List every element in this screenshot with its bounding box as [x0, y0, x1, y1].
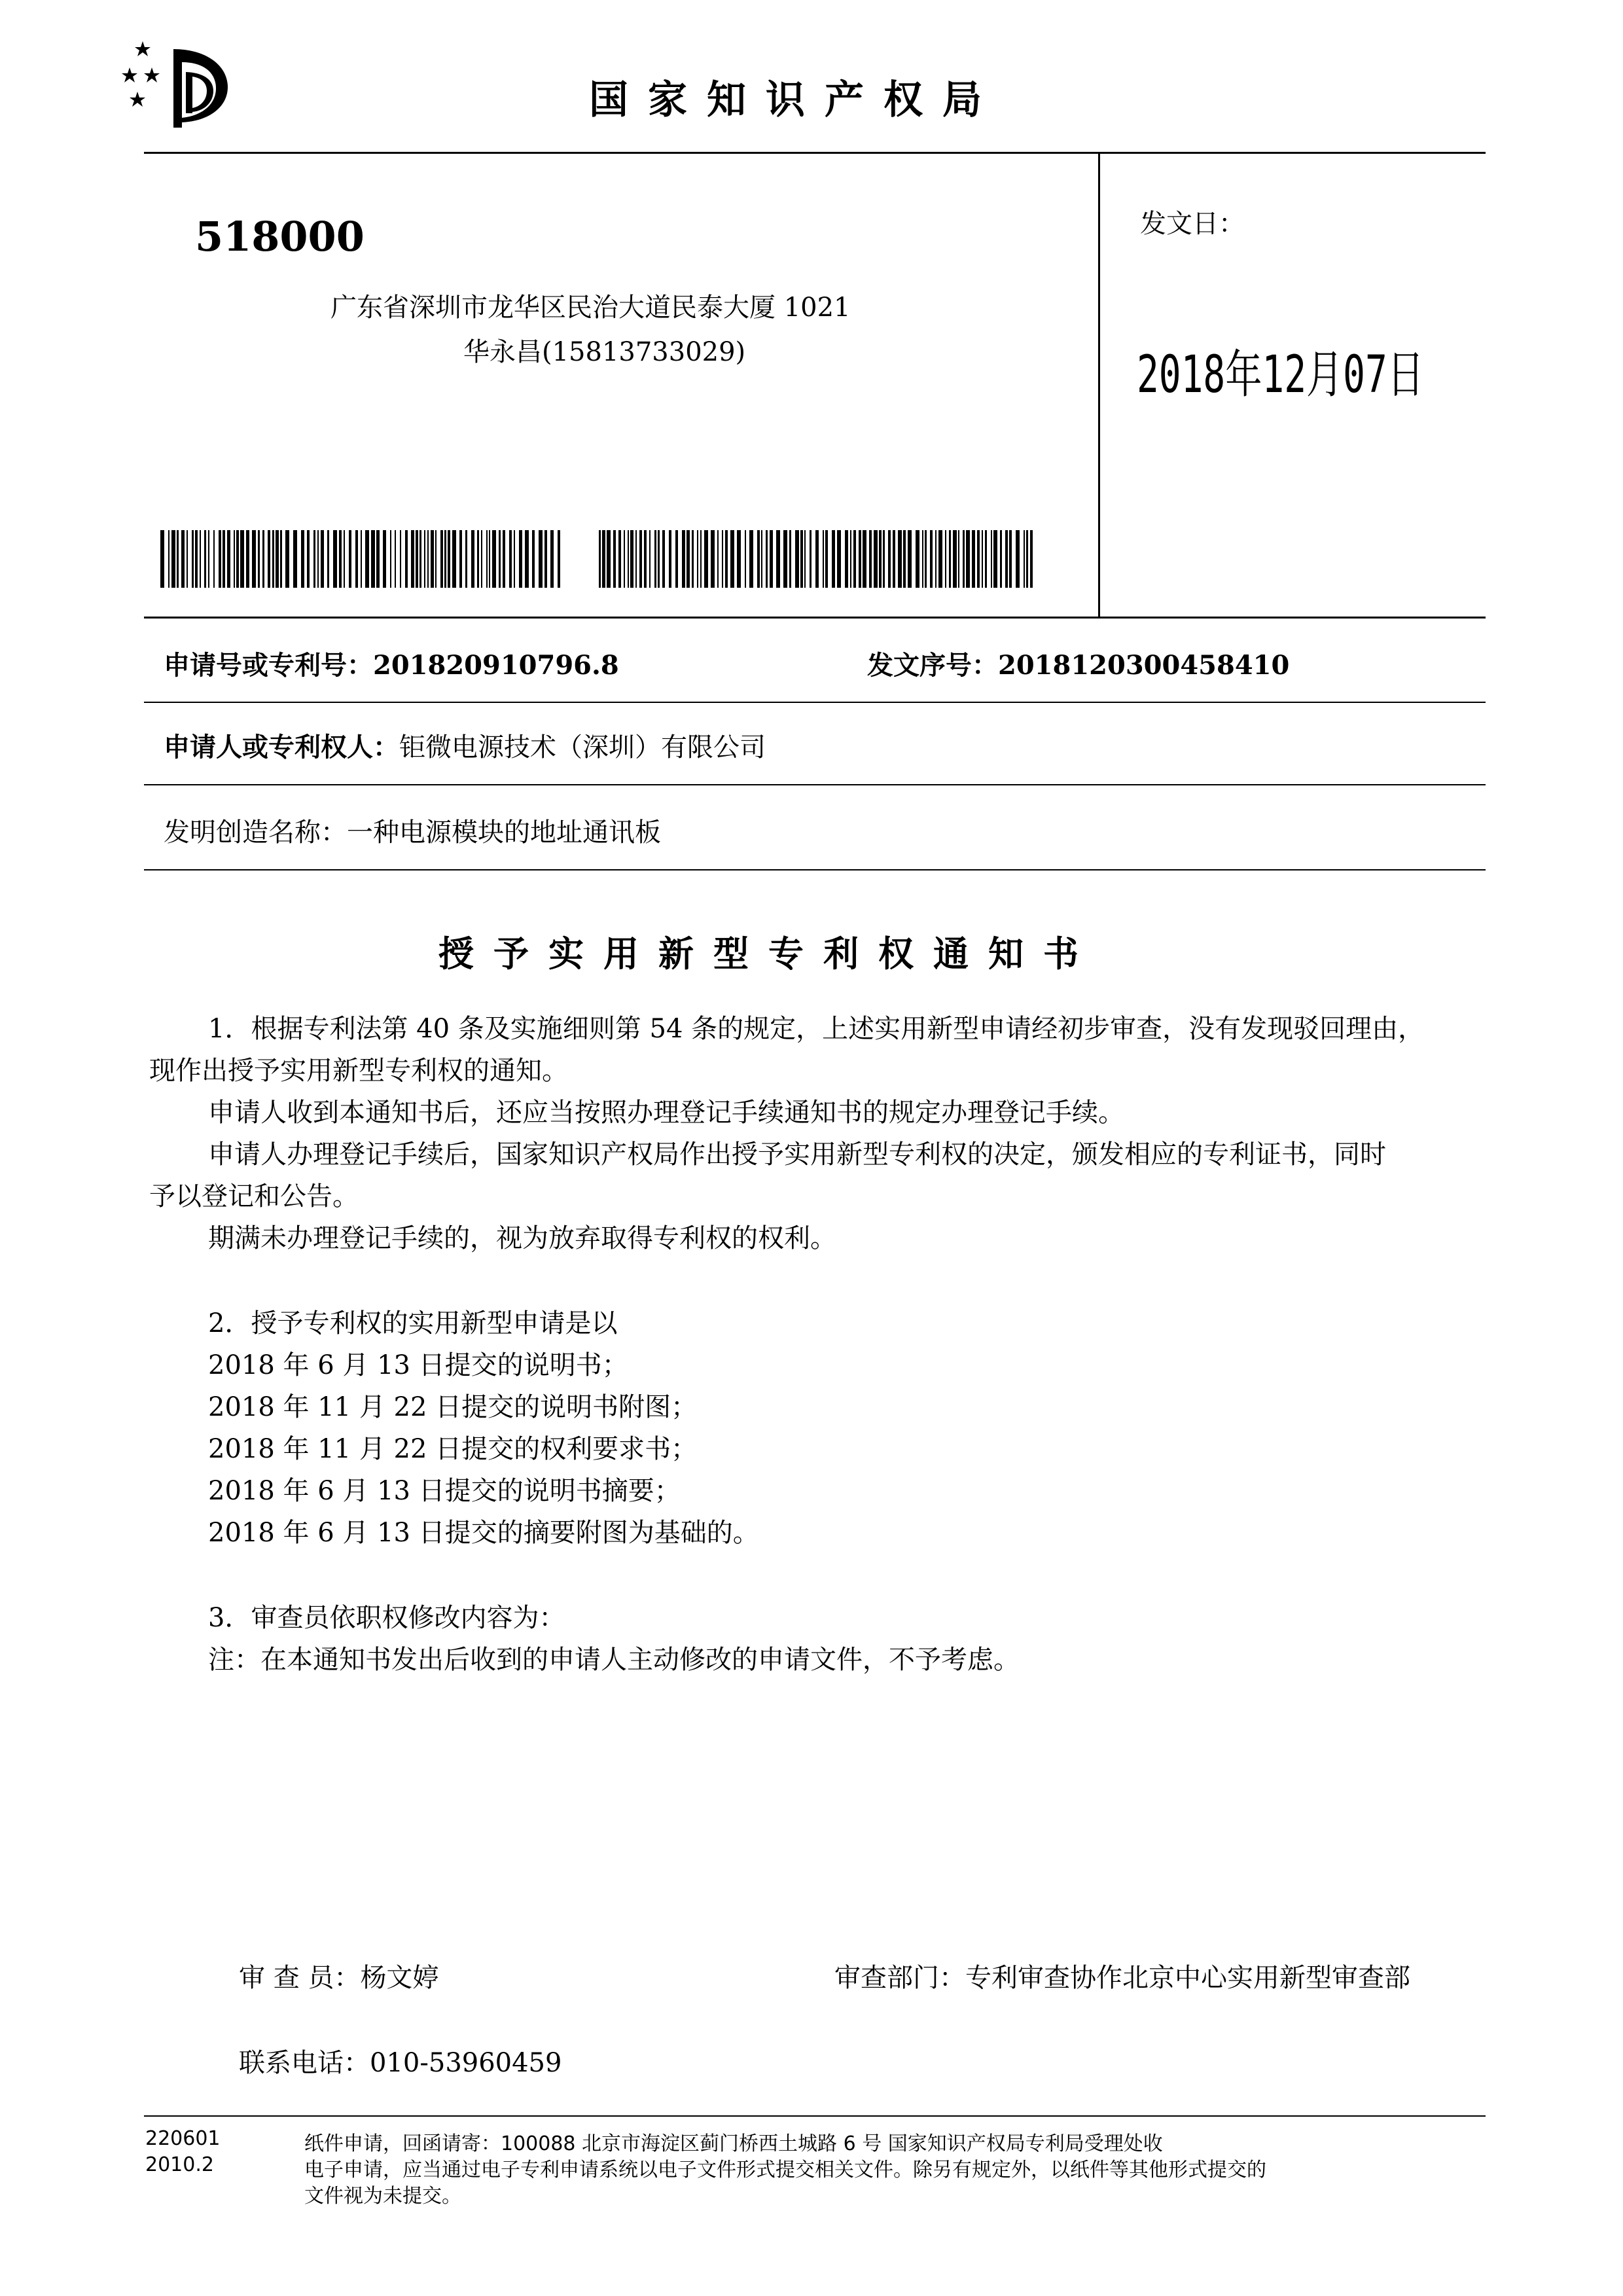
footer-line-1: 纸件申请，回函请寄：100088 北京市海淀区蓟门桥西土城路 6 号 国家知识产权局专利局受理处收 [304, 2132, 1163, 2155]
examiner [239, 1957, 438, 1999]
invention-value: 一种电源模块的地址通讯板 [347, 817, 661, 848]
barcode-left [160, 530, 566, 588]
postcode: 518000 [195, 213, 365, 260]
doc-item: 2018 年 6 月 13 日提交的说明书摘要； [208, 1476, 681, 1506]
doc-item: 2018 年 11 月 22 日提交的说明书附图； [208, 1392, 698, 1422]
barcode-right [599, 530, 1037, 588]
recipient-address: 广东省深圳市龙华区民治大道民泰大厦 1021 [330, 293, 851, 323]
para3-line2: 予以登记和公告。 [149, 1181, 359, 1211]
field-rule-1 [144, 702, 1486, 703]
examiner-label: 审 查 员： [239, 1963, 361, 1993]
field-rule-3 [144, 869, 1486, 870]
form-code: 220601 [145, 2127, 221, 2150]
field-rule-2 [144, 784, 1486, 785]
serial-no-value: 2018120300458410 [998, 650, 1290, 681]
recipient-name: 华永昌(15813733029) [463, 337, 746, 367]
form-version: 2010.2 [145, 2153, 214, 2176]
applicant-value: 钜微电源技术（深圳）有限公司 [399, 732, 766, 762]
application-no-field [164, 645, 619, 682]
para2: 申请人收到本通知书后，还应当按照办理登记手续通知书的规定办理登记手续。 [208, 1098, 1124, 1128]
issue-date-value: 2018年12月07日 [1137, 346, 1424, 404]
invention-label: 发明创造名称： [164, 817, 347, 848]
examiner-name: 杨文婷 [360, 1963, 439, 1993]
doc-item: 2018 年 11 月 22 日提交的权利要求书； [208, 1434, 698, 1464]
address-rule [144, 617, 1486, 619]
para1-line1: 1．根据专利法第 40 条及实施细则第 54 条的规定，上述实用新型申请经初步审查，没有发现驳回理由， [208, 1014, 1425, 1044]
application-no-label: 申请号或专利号： [164, 650, 373, 681]
notice-title: 授予实用新型专利权通知书 [438, 933, 1098, 975]
applicant-label: 申请人或专利权人： [164, 732, 399, 762]
invention-field [164, 812, 661, 849]
serial-no-label: 发文序号： [867, 650, 998, 681]
phone-number: 010-53960459 [370, 2048, 562, 2078]
header-rule [144, 152, 1486, 154]
application-no-value: 201820910796.8 [373, 650, 619, 681]
date-box-divider [1098, 152, 1100, 617]
cnipa-logo-icon [118, 36, 255, 134]
section2-title: 2．授予专利权的实用新型申请是以 [208, 1308, 618, 1338]
note: 注：在本通知书发出后收到的申请人主动修改的申请文件，不予考虑。 [208, 1645, 1020, 1675]
phone [239, 2042, 562, 2084]
department [834, 1957, 1410, 1999]
phone-label: 联系电话： [239, 2048, 370, 2078]
serial-no-field [867, 645, 1289, 682]
para3-line1: 申请人办理登记手续后，国家知识产权局作出授予实用新型专利权的决定，颁发相应的专利证书，同时 [208, 1139, 1386, 1170]
doc-item: 2018 年 6 月 13 日提交的说明书； [208, 1350, 628, 1380]
dept-name: 专利审查协作北京中心实用新型审查部 [965, 1963, 1410, 1993]
applicant-field [164, 726, 766, 764]
issue-date-label: 发文日： [1140, 209, 1245, 239]
section3-title: 3．审查员依职权修改内容为： [208, 1603, 565, 1633]
para1-line2: 现作出授予实用新型专利权的通知。 [149, 1056, 568, 1086]
footer-line-3: 文件视为未提交。 [304, 2185, 461, 2208]
para4: 期满未办理登记手续的，视为放弃取得专利权的权利。 [208, 1223, 836, 1253]
dept-label: 审查部门： [834, 1963, 965, 1993]
footer-rule [144, 2115, 1486, 2117]
doc-item: 2018 年 6 月 13 日提交的摘要附图为基础的。 [208, 1518, 759, 1548]
footer-line-2: 电子申请，应当通过电子专利申请系统以电子文件形式提交相关文件。除另有规定外，以纸件等其他形式提交的 [304, 2159, 1266, 2181]
office-title: 国家知识产权局 [589, 77, 1001, 123]
